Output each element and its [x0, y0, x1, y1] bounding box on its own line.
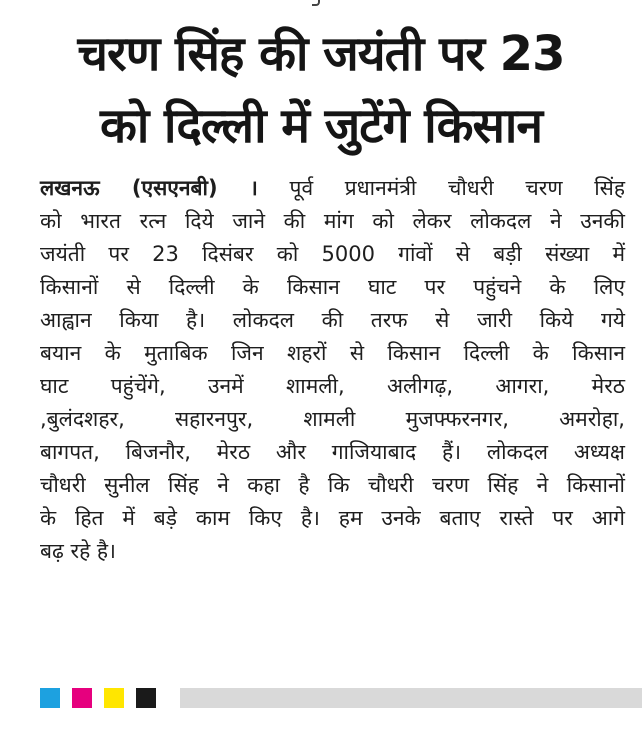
article-line-4: किसानों से दिल्ली के किसान घाट पर पहुंचने के लिए — [40, 275, 625, 299]
article-line-10: चौधरी सुनील सिंह ने कहा है कि चौधरी चरण सिंह ने किसानों — [40, 473, 625, 497]
gray-rule — [180, 688, 642, 708]
article-line-9: बागपत, बिजनौर, मेरठ और गाजियाबाद हैं। लोकदल अध्यक्ष — [40, 440, 625, 464]
article-line-11: के हित में बड़े काम किए है। हम उनके बताए रास्ते पर आगे — [40, 506, 625, 530]
dateline: लखनऊ (एसएनबी) । — [40, 176, 258, 200]
headline — [0, 18, 642, 162]
article-line-2: को भारत रत्न दिये जाने की मांग को लेकर लोकदल ने उनकी — [40, 209, 625, 233]
top-fold-mark — [312, 0, 320, 6]
magenta-swatch — [72, 688, 92, 708]
headline-line-1: चरण सिंह की जयंती पर 23 — [77, 26, 565, 82]
registration-marks — [40, 688, 642, 708]
article-line-7: घाट पहुंचेंगे, उनमें शामली, अलीगढ़, आगरा, मेरठ — [40, 374, 625, 398]
yellow-swatch — [104, 688, 124, 708]
article-line-1-text: पूर्व प्रधानमंत्री चौधरी चरण सिंह — [257, 176, 625, 200]
cyan-swatch — [40, 688, 60, 708]
article-line-8: ,बुलंदशहर, सहारनपुर, शामली मुजफ्फरनगर, अमरोहा, — [40, 407, 625, 431]
article-body — [40, 172, 625, 568]
black-swatch — [136, 688, 156, 708]
article-line-6: बयान के मुताबिक जिन शहरों से किसान दिल्ली के किसान — [40, 341, 625, 365]
article-line-12: बढ़ रहे है। — [40, 539, 117, 563]
headline-line-2: को दिल्ली में जुटेंगे किसान — [99, 98, 543, 154]
article-line-3: जयंती पर 23 दिसंबर को 5000 गांवों से बड़ी संख्या में — [40, 242, 625, 266]
article-line-1 — [40, 172, 625, 205]
article-line-5: आह्वान किया है। लोकदल की तरफ से जारी किये गये — [40, 308, 625, 332]
